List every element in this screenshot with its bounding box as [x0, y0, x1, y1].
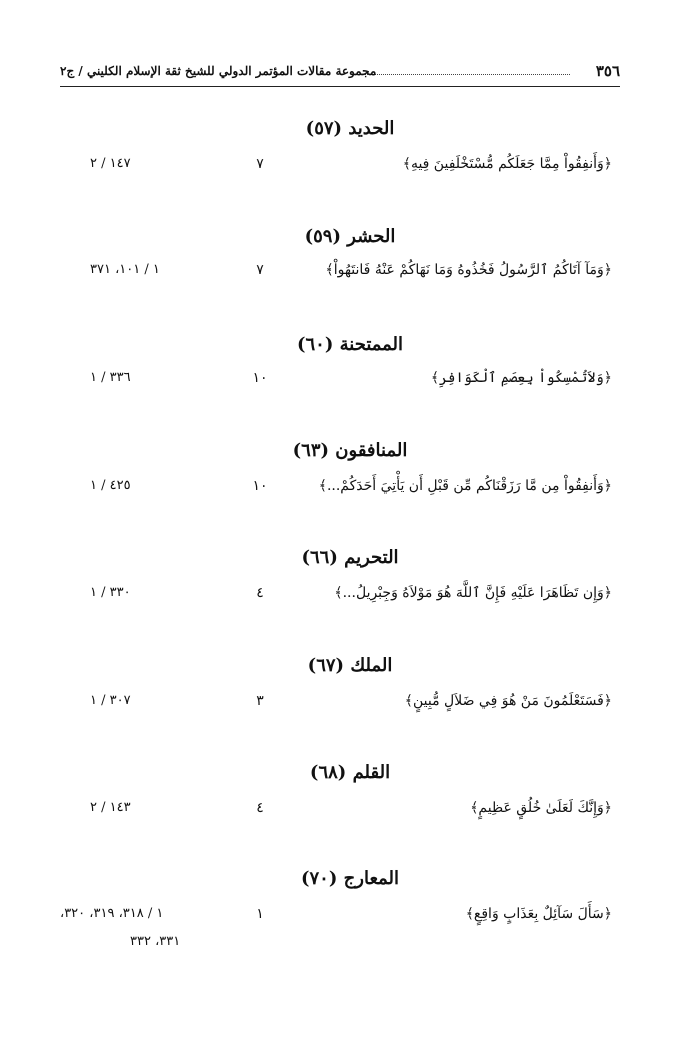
verse-text: ﴿وَلاَتُمْسِكُواْ بِعِصَمِ ٱلْكَوَافِرِ﴾: [430, 370, 612, 386]
ayah-number: ٤: [256, 585, 264, 601]
ayah-number: ١٠: [252, 370, 268, 386]
running-title: مجموعة مقالات المؤتمر الدولي للشيخ ثقة الإسلام الكليني / ج٢: [60, 64, 377, 78]
verse-text: ﴿وَإِن تَظَاهَرَا عَلَيْهِ فَإِنَّ ٱللَّهَ هُوَ مَوْلاَهُ وَجِبْرِيلُ...﴾: [334, 585, 612, 601]
verse-text: ﴿وَإِنَّكَ لَعَلَىٰ خُلُقٍ عَظِيمٍ﴾: [470, 800, 612, 816]
verse-text: ﴿وَأَنفِقُواْ مِمَّا جَعَلَكُم مُّسْتَخْلَفِينَ فِيهِ﴾: [402, 156, 612, 172]
verse-entry: [0, 370, 700, 394]
header-dot-leader: [360, 74, 570, 75]
page-header: [60, 60, 620, 87]
ayah-number: ٧: [256, 156, 264, 172]
surah-title: المعارج (٧٠): [300, 868, 400, 889]
verse-text: ﴿سَأَلَ سَآئِلٌ بِعَذَابٍ وَاقِعٍ﴾: [465, 906, 612, 922]
ayah-number: ٧: [256, 262, 264, 278]
verse-entry: [0, 800, 700, 824]
volume-page-reference-continued: ٣٣١، ٣٣٢: [130, 934, 181, 949]
ayah-number: ٣: [256, 693, 264, 709]
ayah-number: ١: [256, 906, 264, 922]
surah-title: التحريم (٦٦): [301, 547, 399, 568]
verse-text: ﴿وَأَنفِقُواْ مِن مَّا رَزَقْنَاكُم مِّن قَبْلِ أَن يَأْتِيَ أَحَدَكُمْ...﴾: [318, 478, 612, 494]
ayah-number: ٤: [256, 800, 264, 816]
surah-title: الحديد (٥٧): [305, 118, 395, 139]
volume-page-reference: ٣٠٧ / ١: [90, 693, 131, 708]
surah-title: القلم (٦٨): [309, 762, 391, 783]
verse-entry: [0, 156, 700, 180]
verse-text: ﴿وَمَآ آتَاكُمُ ٱلرَّسُولُ فَخُذُوهُ وَمَا نَهَاكُمْ عَنْهُ فَانتَهُواْ﴾: [325, 262, 612, 278]
volume-page-reference: ٣٣٠ / ١: [90, 585, 131, 600]
volume-page-reference: ٣٣٦ / ١: [90, 370, 131, 385]
volume-page-reference: ١ / ٣١٨، ٣١٩، ٣٢٠،: [60, 906, 164, 921]
volume-page-reference: ١ / ١٠١، ٣٧١: [90, 262, 160, 277]
surah-title: المنافقون (٦٣): [292, 440, 408, 461]
volume-page-reference: ٤٢٥ / ١: [90, 478, 131, 493]
verse-entry: [0, 262, 700, 286]
surah-title: الملك (٦٧): [307, 655, 393, 676]
verse-entry: [0, 693, 700, 717]
verse-entry: [0, 906, 700, 949]
volume-page-reference: ١٤٣ / ٢: [90, 800, 131, 815]
verse-text: ﴿فَسَتَعْلَمُونَ مَنْ هُوَ فِي ضَلاَلٍ مُّبِينٍ﴾: [404, 693, 612, 709]
ayah-number: ١٠: [252, 478, 268, 494]
verse-entry: [0, 585, 700, 609]
page-number: ٣٥٦: [595, 62, 620, 80]
verse-entry: [0, 478, 700, 502]
volume-page-reference: ١٤٧ / ٢: [90, 156, 131, 171]
surah-title: الحشر (٥٩): [304, 226, 396, 247]
surah-title: الممتحنة (٦٠): [296, 334, 404, 355]
